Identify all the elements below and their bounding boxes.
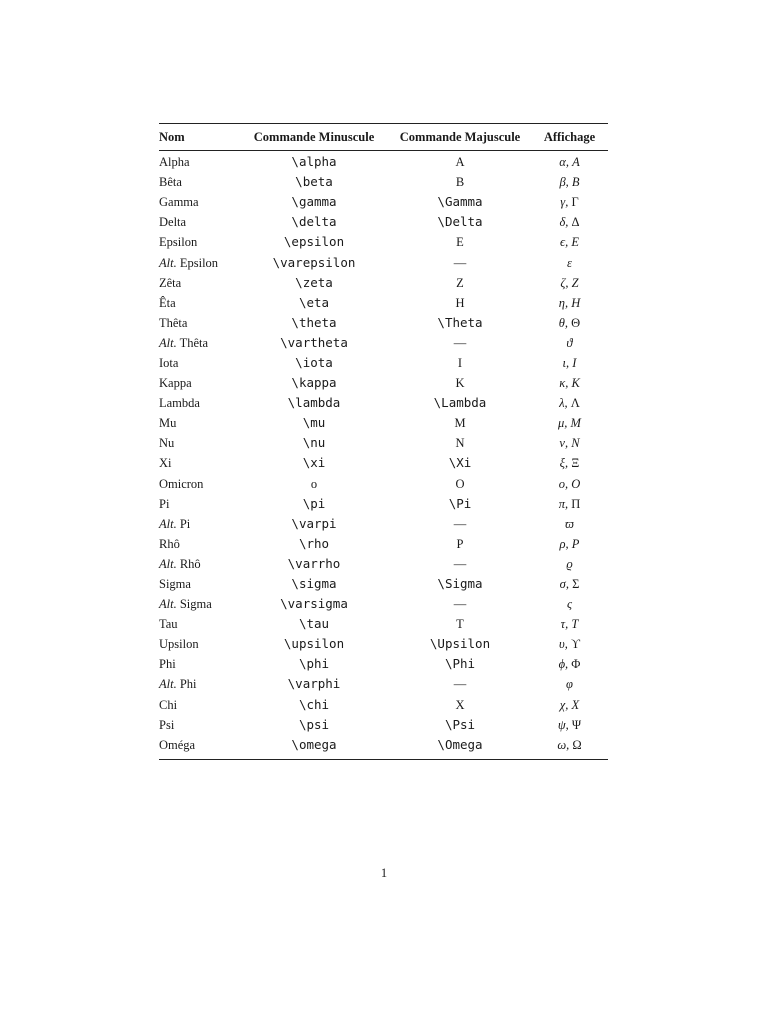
uppercase-command: \Psi [444, 716, 476, 732]
display-uppercase: N [571, 436, 580, 451]
letter-name-cell [159, 654, 239, 674]
letter-name: Delta [159, 215, 187, 230]
lowercase-command: \kappa [291, 375, 337, 391]
letter-name-cell [159, 172, 239, 192]
lowercase-command: \zeta [295, 274, 333, 290]
table-row [159, 413, 608, 433]
display-uppercase: Θ [571, 315, 581, 330]
display-cell: π, Π [558, 496, 581, 511]
table-row [159, 333, 608, 353]
display-cell [531, 252, 608, 272]
display-cell: ξ, Ξ [559, 456, 580, 471]
lowercase-command: \rho [298, 535, 330, 551]
display-cell: δ, Δ [559, 215, 580, 230]
display-cell: ω, Ω [557, 737, 582, 752]
table-row [159, 534, 608, 554]
display-lowercase: λ [559, 396, 565, 411]
display-cell [531, 514, 608, 534]
uppercase-command: \Delta [437, 214, 483, 230]
display-cell: η, H [558, 295, 581, 310]
alt-prefix: Alt. [159, 597, 177, 612]
display-lowercase: ψ [557, 717, 566, 732]
letter-name-cell [159, 333, 239, 353]
uppercase-command: \Pi [448, 495, 472, 511]
display-cell: ϕ, Φ [558, 657, 581, 672]
display-cell: σ, Σ [559, 577, 580, 592]
display-lowercase: ϑ [566, 335, 573, 350]
letter-name-cell [159, 373, 239, 393]
display-uppercase: P [571, 536, 580, 551]
letter-name: Pi [159, 496, 170, 511]
lowercase-command: \pi [302, 495, 326, 511]
lowercase-command: \varphi [287, 676, 341, 692]
lowercase-command: \theta [291, 314, 337, 330]
letter-name: Thêta [179, 335, 209, 350]
display-uppercase: Ψ [571, 717, 582, 732]
letter-name-cell [159, 212, 239, 232]
letter-name-cell [159, 614, 239, 634]
display-uppercase: Γ [571, 195, 579, 210]
lowercase-command: \omega [291, 736, 337, 752]
display-lowercase: ϖ [565, 516, 574, 531]
letter-name-cell [159, 634, 239, 654]
lowercase-command: \varsigma [280, 596, 348, 612]
letter-name-cell [159, 413, 239, 433]
lowercase-command: \alpha [291, 154, 337, 170]
letter-name: Phi [179, 677, 197, 692]
display-uppercase: I [572, 355, 577, 370]
uppercase-command: P [456, 536, 464, 551]
display-uppercase: Z [571, 275, 579, 290]
letter-name-cell [159, 252, 239, 272]
header-row [159, 124, 608, 150]
display-cell: χ, X [559, 697, 580, 712]
display-lowercase: π [558, 496, 565, 511]
display-lowercase: ξ [559, 456, 566, 471]
letter-name-cell [159, 393, 239, 413]
display-cell: υ, ϒ [558, 637, 581, 652]
display-lowercase: ϵ [560, 235, 566, 250]
display-lowercase: μ [558, 416, 565, 431]
table-row [159, 393, 608, 413]
display-lowercase: θ [558, 315, 565, 330]
letter-name-cell [159, 674, 239, 694]
display-cell: κ, K [559, 376, 580, 391]
display-cell: λ, Λ [559, 396, 580, 411]
letter-name: Xi [159, 456, 172, 471]
display-lowercase: ς [566, 597, 573, 612]
table-header [159, 124, 608, 150]
table-row [159, 293, 608, 313]
uppercase-command: \Sigma [437, 576, 483, 592]
letter-name-cell [159, 273, 239, 293]
letter-name: Sigma [179, 597, 212, 612]
letter-name: Iota [159, 355, 179, 370]
alt-prefix: Alt. [159, 556, 177, 571]
display-cell: θ, Θ [558, 315, 581, 330]
display-lowercase: ϕ [558, 657, 566, 672]
letter-name-cell [159, 232, 239, 252]
display-uppercase: X [571, 697, 580, 712]
letter-name-cell [159, 695, 239, 715]
header-affichage: Affichage [543, 129, 596, 144]
letter-name: Chi [159, 697, 178, 712]
display-lowercase: o [558, 476, 565, 491]
letter-name-cell [159, 715, 239, 735]
display-lowercase: ι [562, 355, 567, 370]
display-uppercase: Φ [571, 657, 581, 672]
lowercase-command: \eta [298, 294, 330, 310]
display-uppercase: Ξ [571, 456, 580, 471]
display-lowercase: φ [566, 677, 573, 692]
letter-name: Sigma [159, 577, 191, 592]
display-cell: ν, N [559, 436, 580, 451]
uppercase-command: O [455, 476, 465, 491]
display-uppercase: Π [571, 496, 581, 511]
display-lowercase: ε [567, 255, 572, 270]
letter-name-cell [159, 574, 239, 594]
uppercase-command: \Lambda [433, 395, 487, 411]
table-row [159, 735, 608, 755]
letter-name-cell [159, 293, 239, 313]
header-commande-majuscule: Commande Majuscule [399, 129, 521, 144]
letter-name: Phi [159, 657, 176, 672]
display-lowercase: δ [559, 215, 566, 230]
table-row [159, 172, 608, 192]
display-cell [531, 594, 608, 614]
display-cell: ρ, P [559, 536, 580, 551]
table-row [159, 634, 608, 654]
table-row [159, 433, 608, 453]
uppercase-command: \Theta [437, 314, 483, 330]
letter-name-cell [159, 192, 239, 212]
uppercase-command: I [457, 355, 463, 370]
letter-name: Nu [159, 436, 175, 451]
letter-name: Kappa [159, 376, 192, 391]
lowercase-command: \vartheta [280, 334, 348, 350]
table-row [159, 353, 608, 373]
display-lowercase: η [558, 295, 565, 310]
uppercase-command: \Omega [437, 736, 483, 752]
letter-name: Gamma [159, 195, 199, 210]
lowercase-command: \xi [302, 455, 326, 471]
letter-name: Zêta [159, 275, 182, 290]
display-uppercase: Λ [570, 396, 580, 411]
letter-name-cell [159, 433, 239, 453]
display-cell: β, B [559, 175, 580, 190]
header-commande-minuscule: Commande Minuscule [253, 129, 375, 144]
lowercase-command: \mu [302, 415, 326, 431]
lowercase-command: \lambda [287, 395, 341, 411]
uppercase-command: — [453, 516, 467, 531]
lowercase-command: \psi [298, 716, 330, 732]
display-cell [531, 333, 608, 353]
display-lowercase: ϱ [566, 556, 573, 571]
table-row [159, 574, 608, 594]
greek-letters-table [159, 124, 608, 755]
lowercase-command: \phi [298, 656, 330, 672]
display-lowercase: ρ [559, 536, 566, 551]
display-uppercase: Ω [572, 737, 582, 752]
uppercase-command: — [453, 556, 467, 571]
letter-name: Oméga [159, 737, 196, 752]
letter-name: Epsilon [179, 255, 219, 270]
display-uppercase: B [571, 175, 580, 190]
lowercase-command: \upsilon [283, 636, 345, 652]
display-lowercase: σ [559, 577, 566, 592]
letter-name-cell [159, 353, 239, 373]
display-uppercase: A [572, 155, 580, 170]
lowercase-command: o [310, 476, 318, 491]
page-number: 1 [380, 866, 388, 880]
letter-name-cell [159, 735, 239, 755]
lowercase-command: \sigma [291, 576, 337, 592]
letter-name-cell [159, 594, 239, 614]
table-row [159, 313, 608, 333]
lowercase-command: \beta [295, 174, 333, 190]
alt-prefix: Alt. [159, 516, 177, 531]
letter-name: Alpha [159, 155, 190, 170]
table-row [159, 614, 608, 634]
letter-name-cell [159, 474, 239, 494]
table-row [159, 252, 608, 272]
uppercase-command: \Upsilon [429, 636, 491, 652]
display-cell: ζ, Z [560, 275, 579, 290]
uppercase-command: X [455, 697, 465, 712]
display-lowercase: ω [557, 737, 567, 752]
uppercase-command: — [453, 677, 467, 692]
display-cell: ι, I [562, 355, 577, 370]
lowercase-command: \varpi [291, 515, 337, 531]
letter-name-cell [159, 313, 239, 333]
uppercase-command: Z [456, 275, 464, 290]
letter-name: Psi [159, 717, 175, 732]
uppercase-command: B [455, 175, 465, 190]
display-cell: μ, M [558, 416, 581, 431]
uppercase-command: \Gamma [437, 194, 483, 210]
table-row [159, 212, 608, 232]
letter-name: Mu [159, 416, 177, 431]
display-uppercase: Δ [571, 215, 580, 230]
display-cell [531, 554, 608, 574]
table-row [159, 674, 608, 694]
display-lowercase: κ [559, 376, 566, 391]
uppercase-command: M [454, 416, 466, 431]
table-row [159, 594, 608, 614]
uppercase-command: A [455, 155, 465, 170]
uppercase-command: — [453, 597, 467, 612]
letter-name: Omicron [159, 476, 204, 491]
uppercase-command: E [456, 235, 464, 250]
letter-name: Bêta [159, 175, 182, 190]
display-lowercase: ν [559, 436, 565, 451]
letter-name: Êta [159, 295, 176, 310]
letter-name-cell [159, 150, 239, 172]
table-row [159, 514, 608, 534]
alt-prefix: Alt. [159, 335, 177, 350]
uppercase-command: N [455, 436, 465, 451]
letter-name: Upsilon [159, 637, 199, 652]
display-uppercase: O [571, 476, 581, 491]
lowercase-command: \varrho [287, 555, 341, 571]
display-cell: ϵ, E [560, 235, 579, 250]
letter-name-cell [159, 514, 239, 534]
uppercase-command: \Xi [448, 455, 472, 471]
lowercase-command: \tau [298, 616, 330, 632]
table-row [159, 654, 608, 674]
display-cell: o, O [558, 476, 581, 491]
table-bottom-rule [159, 759, 608, 760]
display-lowercase: β [559, 175, 566, 190]
uppercase-command: K [455, 376, 465, 391]
display-lowercase: α [559, 155, 566, 170]
letter-name-cell [159, 453, 239, 473]
display-uppercase: H [571, 295, 581, 310]
letter-name: Rhô [179, 556, 201, 571]
alt-prefix: Alt. [159, 677, 177, 692]
table-row [159, 715, 608, 735]
table-row [159, 494, 608, 514]
letter-name-cell [159, 494, 239, 514]
uppercase-command: — [453, 335, 467, 350]
display-uppercase: T [571, 617, 579, 632]
display-uppercase: ϒ [570, 637, 581, 652]
table-row [159, 232, 608, 252]
table-row [159, 695, 608, 715]
display-cell: α, A [559, 155, 580, 170]
lowercase-command: \epsilon [283, 234, 345, 250]
display-lowercase: ζ [560, 275, 566, 290]
lowercase-command: \iota [295, 354, 333, 370]
table-row [159, 273, 608, 293]
header-nom: Nom [159, 129, 185, 144]
display-cell: γ, Γ [560, 195, 579, 210]
uppercase-command: \Phi [444, 656, 476, 672]
lowercase-command: \delta [291, 214, 337, 230]
table-row [159, 373, 608, 393]
display-uppercase: M [570, 416, 581, 431]
lowercase-command: \varepsilon [272, 254, 356, 270]
display-cell [531, 674, 608, 694]
letter-name-cell [159, 554, 239, 574]
uppercase-command: H [455, 295, 465, 310]
display-lowercase: γ [560, 195, 566, 210]
uppercase-command: — [453, 255, 467, 270]
lowercase-command: \chi [298, 696, 330, 712]
table-row [159, 474, 608, 494]
display-lowercase: υ [558, 637, 565, 652]
letter-name-cell [159, 534, 239, 554]
table-row [159, 150, 608, 172]
display-cell: τ, T [560, 617, 579, 632]
table-row [159, 192, 608, 212]
letter-name: Rhô [159, 536, 180, 551]
letter-name: Tau [159, 617, 178, 632]
letter-name: Pi [179, 516, 191, 531]
lowercase-command: \gamma [291, 194, 337, 210]
letter-name: Epsilon [159, 235, 198, 250]
display-uppercase: E [571, 235, 579, 250]
table-row [159, 453, 608, 473]
letter-name: Lambda [159, 396, 200, 411]
table-row [159, 554, 608, 574]
alt-prefix: Alt. [159, 255, 177, 270]
display-uppercase: Σ [572, 577, 580, 592]
uppercase-command: T [456, 617, 464, 632]
lowercase-command: \nu [302, 435, 326, 451]
display-lowercase: τ [560, 617, 566, 632]
letter-name: Thêta [159, 315, 188, 330]
display-uppercase: K [571, 376, 580, 391]
table-body [159, 150, 608, 755]
display-lowercase: χ [559, 697, 566, 712]
display-cell: ψ, Ψ [557, 717, 582, 732]
